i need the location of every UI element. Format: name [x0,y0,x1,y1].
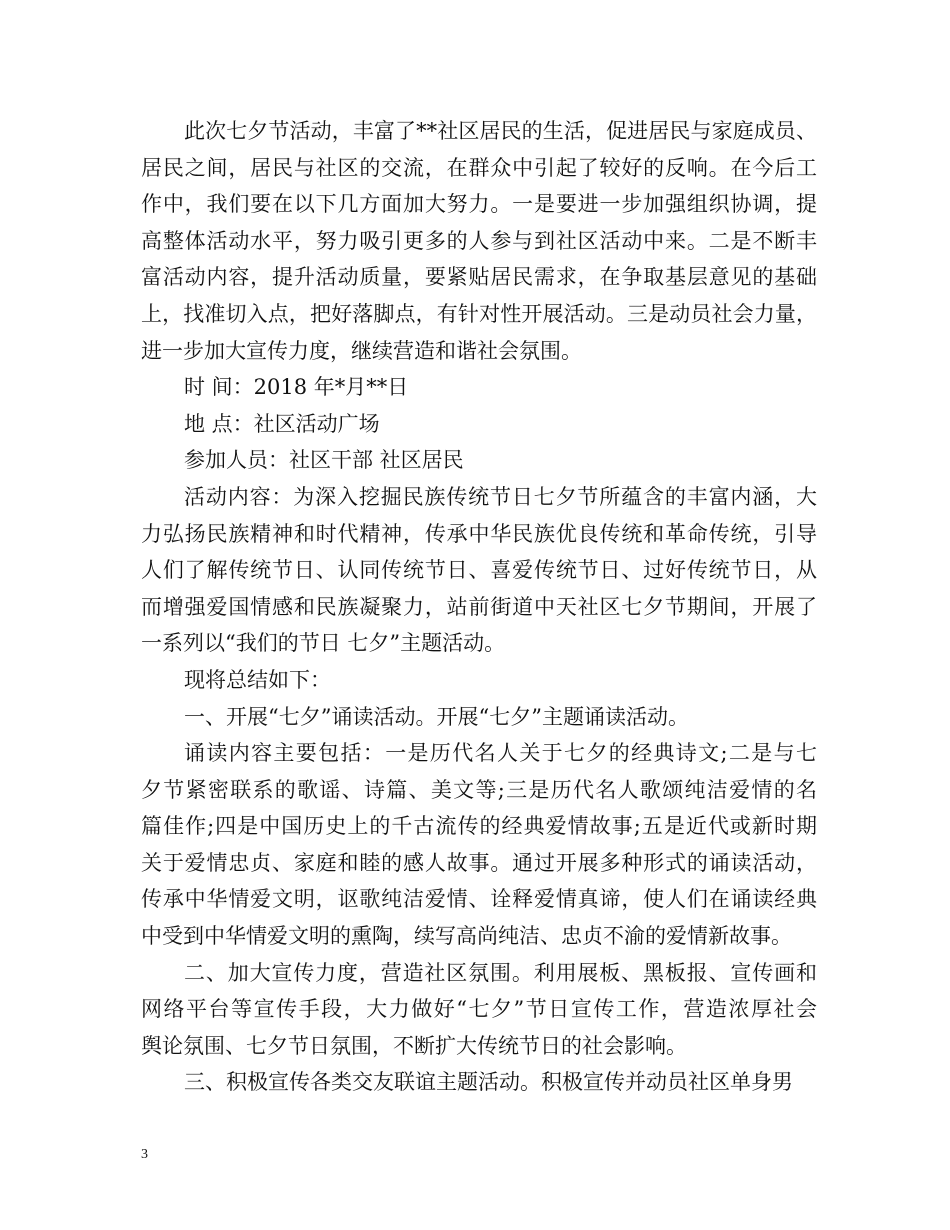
text-line: 活动内容：为深入挖掘民族传统节日七夕节所蕴含的丰富内涵，大 [184,484,817,509]
text-line: 传承中华情爱文明，讴歌纯洁爱情、诠释爱情真谛，使人们在诵读经典 [141,887,817,912]
text-line: 关于爱情忠贞、家庭和睦的感人故事。通过开展多种形式的诵读活动， [141,850,817,875]
document-body [141,113,817,1101]
text-line: 作中，我们要在以下几方面加大努力。一是要进一步加强组织协调，提 [141,192,817,217]
text-line: 诵读内容主要包括：一是历代名人关于七夕的经典诗文;二是与七 [184,741,817,766]
text-line: 居民之间，居民与社区的交流，在群众中引起了较好的反响。在今后工 [141,155,817,180]
text-line: 一、开展“七夕”诵读活动。开展“七夕”主题诵读活动。 [184,704,689,729]
text-line: 时 间：2018 年*月**日 [184,375,409,400]
text-line: 富活动内容，提升活动质量，要紧贴居民需求，在争取基层意见的基础 [141,265,817,290]
text-line: 高整体活动水平，努力吸引更多的人参与到社区活动中来。二是不断丰 [141,228,817,253]
text-line: 中受到中华情爱文明的熏陶，续写高尚纯洁、忠贞不渝的爱情新故事。 [141,924,792,949]
text-line: 地 点：社区活动广场 [184,411,380,436]
text-line: 三、积极宣传各类交友联谊主题活动。积极宣传并动员社区单身男 [184,1070,793,1095]
text-line: 参加人员：社区干部 社区居民 [184,448,464,473]
text-line: 此次七夕节活动，丰富了**社区居民的生活，促进居民与家庭成员、 [184,119,817,143]
text-line: 人们了解传统节日、认同传统节日、喜爱传统节日、过好传统节日，从 [141,558,817,583]
text-line: 而增强爱国情感和民族凝聚力，站前街道中天社区七夕节期间，开展了 [141,594,817,619]
text-line: 一系列以“我们的节日 七夕”主题活动。 [141,631,506,656]
text-line: 进一步加大宣传力度，继续营造和谐社会氛围。 [141,338,582,363]
page-number: 3 [141,1147,148,1162]
text-line: 力弘扬民族精神和时代精神，传承中华民族优良传统和革命传统，引导 [141,521,817,546]
text-line: 舆论氛围、七夕节日氛围，不断扩大传统节日的社会影响。 [141,1033,687,1058]
text-line: 上，找准切入点，把好落脚点，有针对性开展活动。三是动员社会力量， [141,301,817,326]
text-line: 二、加大宣传力度，营造社区氛围。利用展板、黑板报、宣传画和 [184,960,817,985]
text-line: 篇佳作;四是中国历史上的千古流传的经典爱情故事;五是近代或新时期 [141,814,817,839]
text-line: 现将总结如下： [184,667,331,692]
text-line: 夕节紧密联系的歌谣、诗篇、美文等;三是历代名人歌颂纯洁爱情的名 [141,777,817,802]
text-line: 网络平台等宣传手段，大力做好“七夕”节日宣传工作，营造浓厚社会 [141,997,817,1022]
